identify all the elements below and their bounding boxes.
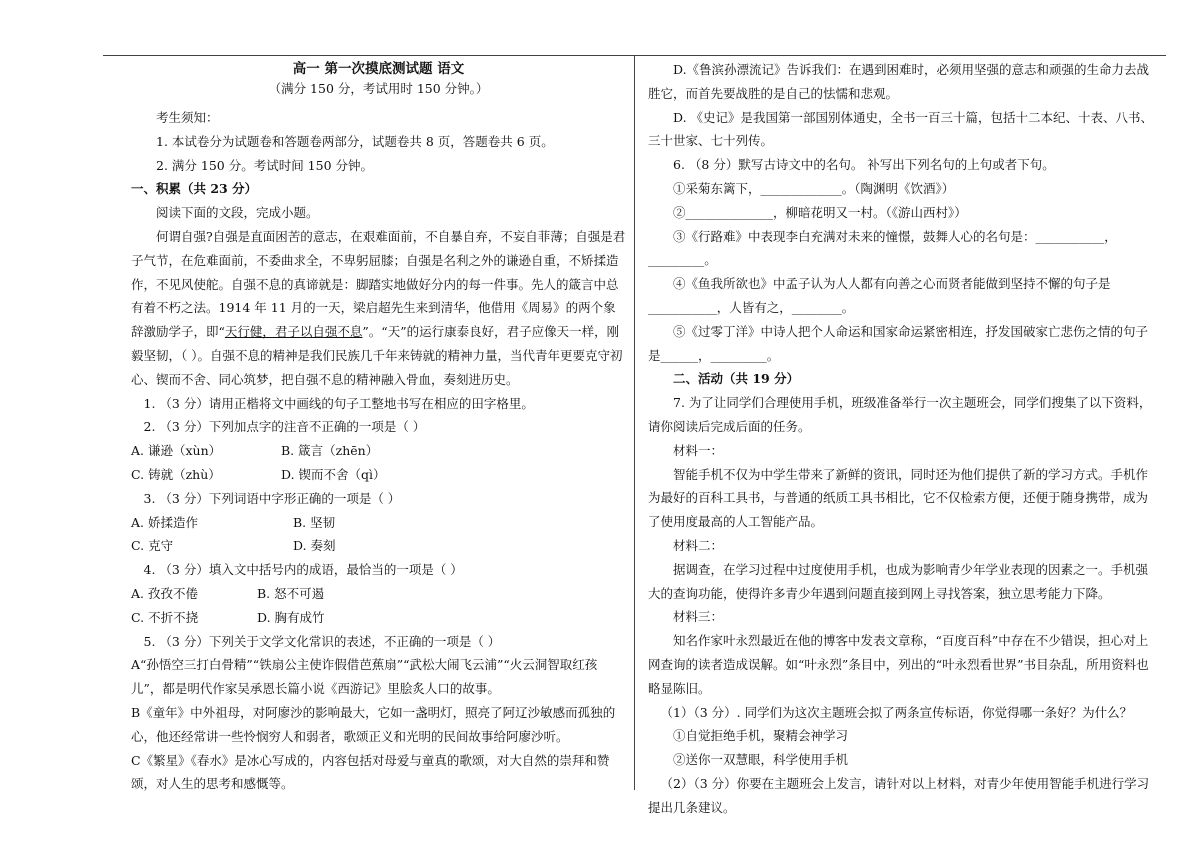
material-1-label: 材料一： xyxy=(673,442,724,458)
material-3: 知名作家叶永烈最近在他的博客中发表文章称，“百度百科”中存在不少错误，担心对上网查询的读者造成误解。如“叶永烈”条目中，列出的“叶永烈看世界”书目杂乱，所用资料也略显陈旧。 xyxy=(648,633,1149,696)
question-5-option-a: A“孙悟空三打白骨精”“铁扇公主使诈假借芭蕉扇”“武松大闹飞云浦”“火云洞智取红孩儿”，都是明代作家吴承恩长篇小说《西游记》里脍炙人口的故事。 xyxy=(131,657,598,697)
slogan-1: ①自觉拒绝手机，聚精会神学习 xyxy=(673,728,849,744)
question-5-option-b: B《童年》中外祖母，对阿廖沙的影响最大，它如一盏明灯，照亮了阿辽沙敏感而孤独的心，他还经常讲一些怜悯穷人和弱者，歌颂正义和光明的民间故事给阿廖沙听。 xyxy=(131,704,616,744)
material-2-label: 材料二： xyxy=(673,537,724,553)
option-d: D. 锲而不舍（qì） xyxy=(281,466,386,482)
question-5-stem: 5. （3 分）下列关于文学文化常识的表述，不正确的一项是（ ） xyxy=(143,633,501,649)
material-3-label: 材料三： xyxy=(673,609,724,625)
task-2: （2）（3 分）你要在主题班会上发言，请针对以上材料，对青少年使用智能手机进行学习提出几条建议。 xyxy=(648,775,1150,815)
question-6-item-1: ①采菊东篱下，_____________。（陶渊明《饮酒》） xyxy=(673,180,955,196)
slogan-2: ②送你一双慧眼，科学使用手机 xyxy=(673,752,849,768)
question-2-stem: 2. （3 分）下列加点字的注音不正确的一项是（ ） xyxy=(143,419,426,435)
notice-item-1: 1. 本试卷分为试题卷和答题卷两部分，试题卷共 8 页，答题卷共 6 页。 xyxy=(156,133,554,149)
question-7: 7. 为了让同学们合理使用手机，班级准备举行一次主题班会，同学们搜集了以下资料，请你阅读后完成后面的任务。 xyxy=(648,395,1152,434)
option-c: C. 不折不挠 xyxy=(131,609,199,625)
question-3-stem: 3. （3 分）下列词语中字形正确的一项是（ ） xyxy=(143,490,401,506)
section1-intro: 阅读下面的文段，完成小题。 xyxy=(156,205,319,221)
question-5-option-c: C《繁星》《春水》是冰心写成的，内容包括对母爱与童真的歌颂，对大自然的崇拜和赞颂，对人生的思考和感慨等。 xyxy=(131,752,610,792)
option-d: D. 胸有成竹 xyxy=(257,609,325,625)
option-c: C. 克守 xyxy=(131,538,174,554)
question-2-options-row2 xyxy=(131,463,626,487)
notice-heading: 考生须知： xyxy=(156,110,219,125)
question-6-item-3: ③《行路难》中表现李白充满对未来的憧憬，鼓舞人心的名句是：___________，_________。 xyxy=(648,228,1117,268)
question-6-item-4: ④《鱼我所欲也》中孟子认为人人都有向善之心而贤者能做到坚持不懈的句子是___________，人皆有之，________。 xyxy=(648,276,1111,315)
passage xyxy=(131,225,626,392)
left-column xyxy=(131,60,626,796)
question-3-options-row2 xyxy=(131,534,626,558)
passage-underlined-sentence: 天行健，君子以自强不息 xyxy=(224,324,363,340)
option-c: C. 铸就（zhù） xyxy=(131,466,221,482)
option-a: A. 谦逊（xùn） xyxy=(131,443,222,459)
material-2: 据调查，在学习过程中过度使用手机，也成为影响青少年学业表现的因素之一。手机强大的查询功能，使得许多青少年遇到问题直接到网上寻找答案，独立思考能力下降。 xyxy=(648,561,1149,601)
option-b: B. 箴言（zhēn） xyxy=(281,443,379,459)
question-6-item-2: ②______________，柳暗花明又一村。（《游山西村》） xyxy=(673,204,967,220)
question-4-options-row2 xyxy=(131,606,626,630)
exam-subtitle: （满分 150 分，考试用时 150 分钟。） xyxy=(268,81,489,96)
notice-item-2: 2. 满分 150 分。考试时间 150 分钟。 xyxy=(156,157,374,173)
question-4-stem: 4. （3 分）填入文中括号内的成语，最恰当的一项是（ ） xyxy=(143,562,463,578)
passage-after: ”。“天”的运行康泰良好，君子应像天一样，刚毅坚韧，（ ）。自强不息的精神是我们民族几千年来铸就的精神力量，当代青年更要克守初心、锲而不舍、同心筑梦，把自强不息的精神融入骨血，奏刻进历史。 xyxy=(131,324,623,387)
passage-before: 何谓自强?自强是直面困苦的意志，在艰难面前，不自暴自弃，不妄自菲薄；自强是君子气节，在危难面前，不委曲求全，不卑躬屈膝；自强是名利之外的谦逊自重，不矫揉造作，不见风使舵。自强不息的真谛就是：脚踏实地做好分内的每一件事。先人的箴言中总有着不朽之法。1914 年 11 月的一天，梁启超先生来到清华，他借用《周易》的两个象辞激励学子，即“ xyxy=(131,228,626,340)
option-b: B. 坚韧 xyxy=(293,514,336,530)
column-divider xyxy=(634,56,635,790)
question-5-option-d2: D. 《史记》是我国第一部国别体通史，全书一百三十篇，包括十二本纪、十表、八书、三十世家、七十列传。 xyxy=(648,109,1154,149)
section2-heading: 二、活动（共 19 分） xyxy=(673,371,800,387)
task-1: （1）（3 分）. 同学们为这次主题班会拟了两条宣传标语，你觉得哪一条好？为什么？ xyxy=(660,704,1133,720)
option-b: B. 怒不可遏 xyxy=(257,585,325,601)
option-a: A. 孜孜不倦 xyxy=(131,585,198,601)
question-6-stem: 6. （8 分）默写古诗文中的名句。 补写出下列名句的上句或者下句。 xyxy=(673,157,1055,173)
material-1: 智能手机不仅为中学生带来了新鲜的资讯，同时还为他们提供了新的学习方式。手机作为最好的百科工具书，与普通的纸质工具书相比，它不仅检索方便，还便于随身携带，成为了使用度最高的人工智能产品。 xyxy=(648,466,1149,530)
question-1: 1. （3 分）请用正楷将文中画线的句子工整地书写在相应的田字格里。 xyxy=(143,395,534,411)
question-2-options-row1 xyxy=(131,439,626,463)
question-3-options-row1 xyxy=(131,511,626,535)
exam-title: 高一 第一次摸底测试题 语文 xyxy=(292,61,465,77)
question-4-options-row1 xyxy=(131,582,626,606)
question-6-item-5: ⑤《过零丁洋》中诗人把个人命运和国家命运紧密相连，抒发国破家亡悲伤之情的句子是______，_________。 xyxy=(648,323,1149,363)
section1-heading: 一、积累（共 23 分） xyxy=(131,181,258,197)
option-a: A. 娇揉造作 xyxy=(131,514,198,530)
question-5-option-d: D.《鲁滨孙漂流记》告诉我们：在遇到困难时，必须用坚强的意志和顽强的生命力去战胜它，而首先要战胜的是自己的怯懦和悲观。 xyxy=(648,62,1150,101)
option-d: D. 奏刻 xyxy=(293,538,336,554)
right-column xyxy=(648,58,1158,820)
